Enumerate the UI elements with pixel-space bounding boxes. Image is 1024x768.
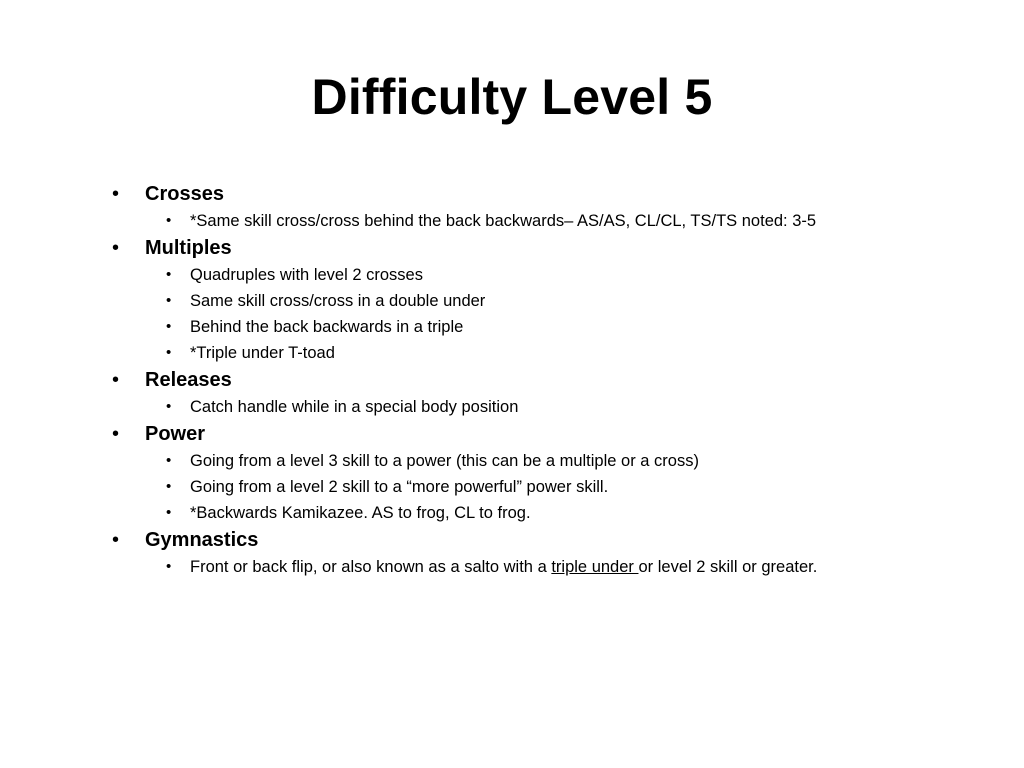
sub-bullet-text: Behind the back backwards in a triple (190, 318, 464, 336)
underlined-text: triple under (551, 558, 639, 576)
section-gymnastics (112, 526, 992, 580)
sub-bullet-item (112, 314, 992, 340)
bullet-icon: • (112, 183, 120, 205)
section-heading: Multiples (145, 237, 232, 259)
bullet-icon: • (112, 423, 120, 445)
bullet-list (112, 180, 992, 580)
sub-bullet-text: Same skill cross/cross in a double under (190, 292, 486, 310)
bullet-icon: • (112, 369, 120, 391)
sub-bullet-text: *Backwards Kamikazee. AS to frog, CL to frog. (190, 504, 531, 522)
bullet-item (112, 234, 992, 262)
section-power (112, 420, 992, 526)
section-heading: Gymnastics (145, 529, 259, 551)
sub-bullet-text: Going from a level 2 skill to a “more powerful” power skill. (190, 478, 609, 496)
sub-bullet-item (112, 288, 992, 314)
sub-bullet-text-after: or level 2 skill or greater. (638, 558, 818, 576)
sub-bullet-item (112, 208, 992, 234)
sub-bullet-item (112, 554, 992, 580)
sub-bullet-text: Going from a level 3 skill to a power (this can be a multiple or a cross) (190, 452, 699, 470)
bullet-icon: • (166, 212, 172, 229)
bullet-icon: • (112, 529, 120, 551)
sub-bullet-text-before: Front or back flip, or also known as a salto with a (190, 558, 552, 576)
sub-bullet-text: Quadruples with level 2 crosses (190, 266, 423, 284)
section-heading: Releases (145, 369, 232, 391)
bullet-item (112, 366, 992, 394)
bullet-icon: • (166, 344, 172, 361)
bullet-item (112, 526, 992, 554)
sub-bullet-text: *Same skill cross/cross behind the back backwards– AS/AS, CL/CL, TS/TS noted: 3-5 (190, 212, 817, 230)
bullet-icon: • (166, 292, 172, 309)
bullet-icon: • (166, 558, 172, 575)
bullet-icon: • (166, 478, 172, 495)
slide-title: Difficulty Level 5 (311, 69, 713, 125)
sub-bullet-item (112, 262, 992, 288)
sub-bullet-text: Catch handle while in a special body position (190, 398, 519, 416)
sub-bullet-item (112, 448, 992, 474)
bullet-icon: • (166, 266, 172, 283)
bullet-icon: • (166, 452, 172, 469)
bullet-item (112, 180, 992, 208)
section-crosses (112, 180, 992, 234)
section-heading: Power (145, 423, 206, 445)
bullet-icon: • (166, 398, 172, 415)
bullet-icon: • (112, 237, 120, 259)
sub-bullet-item (112, 500, 992, 526)
sub-bullet-item (112, 340, 992, 366)
bullet-icon: • (166, 504, 172, 521)
sub-bullet-item (112, 474, 992, 500)
section-multiples (112, 234, 992, 366)
sub-bullet-text: *Triple under T-toad (190, 344, 335, 362)
bullet-item (112, 420, 992, 448)
section-heading: Crosses (145, 183, 224, 205)
sub-bullet-item (112, 394, 992, 420)
bullet-icon: • (166, 318, 172, 335)
section-releases (112, 366, 992, 420)
